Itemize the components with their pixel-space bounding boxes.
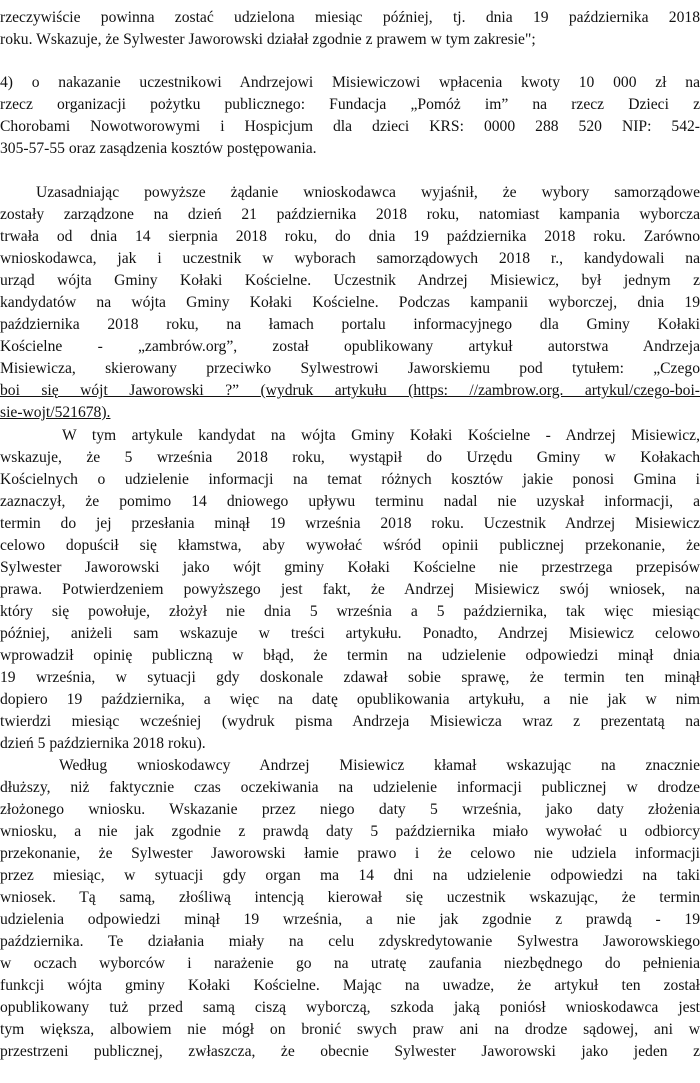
text-line: dopiero 19 października, a więc na datę opublikowania artykułu, a nie jak w nim xyxy=(0,691,700,708)
text-line: termin do jej przesłania minął 19 września 2018 roku. Uczestnik Andrzej Misiewicz xyxy=(0,515,700,532)
text-line: zostały zarządzone na dzień 21 października 2018 roku, natomiast kampania wyborcza xyxy=(0,206,700,223)
text-line: roku. Wskazuje, że Sylwester Jaworowski działał zgodnie z prawem w tym zakresie"; xyxy=(0,31,536,48)
text-line: zaznaczył, że pomimo 14 dniowego upływu terminu nadal nie uzyskał informacji, a xyxy=(0,493,700,510)
text-line: Kościelnych o udzielenie informacji na temat różnych kosztów jakie ponosi Gmina i xyxy=(0,471,700,488)
text-line: wniosku, a nie jak zgodnie z prawdą daty 5 października miało wywołać u odbiorcy xyxy=(0,823,700,840)
text-line: Sylwester Jaworowski jako wójt gminy Kołaki Kościelne nie przestrzega przepisów xyxy=(0,559,700,576)
text-line: urząd wójta Gminy Kołaki Kościelne. Uczestnik Andrzej Misiewicz, był jednym z xyxy=(0,272,700,289)
text-line: dłuższy, niż faktycznie czas oczekiwania na udzielenie informacji publicznej w drodze xyxy=(0,779,700,796)
text-line: rzecz organizacji pożytku publicznego: Fundacja „Pomóż im” na rzecz Dzieci z xyxy=(0,96,700,113)
text-line: w oczach wyborców i narażenie go na utratę zaufania niezbędnego do pełnienia xyxy=(0,955,700,972)
text-line: twierdzi miesiąc wcześniej (wydruk pisma Andrzeja Misiewicza wraz z prezentatą na xyxy=(0,713,700,730)
text-line-link: sie-wojt/521678). xyxy=(0,404,111,421)
text-line: wprowadził opinię publiczną w błąd, że termin na udzielenie odpowiedzi minął dnia xyxy=(0,647,700,664)
text-line: Chorobami Nowotworowymi i Hospicjum dla dzieci KRS: 0000 288 520 NIP: 542- xyxy=(0,118,700,135)
text-line: tym większa, albowiem nie mógł on bronić swych praw ani na drodze sądowej, ani w xyxy=(0,1021,700,1038)
text-line: trwała od dnia 14 sierpnia 2018 roku, do dnia 19 października 2018 roku. Zarówno xyxy=(0,228,700,245)
text-line: rzeczywiście powinna zostać udzielona miesiąc później, tj. dnia 19 października 2018 xyxy=(0,9,700,26)
text-line: Kościelne - „zambrów.org”, został opublikowany artykuł autorstwa Andrzeja xyxy=(0,338,700,355)
text-line: wskazuje, że 5 września 2018 roku, wystąpił do Urzędu Gminy w Kołakach xyxy=(0,449,700,466)
text-line: Uzasadniając powyższe żądanie wnioskodawca wyjaśnił, że wybory samorządowe xyxy=(36,184,700,201)
text-line: udzielenia odpowiedzi minął 19 września, a nie jak zgodnie z prawdą - 19 xyxy=(0,911,700,928)
text-line: później, aniżeli sam wskazuje w treści artykułu. Ponadto, Andrzej Misiewicz celowo xyxy=(0,625,700,642)
text-line: października 2018 roku, na łamach portalu informacyjnego dla Gminy Kołaki xyxy=(0,316,700,333)
text-line: który się powołuje, złożył nie dnia 5 września a 5 października, tak więc miesiąc xyxy=(0,603,700,620)
text-line: 305-57-55 oraz zasądzenia kosztów postępowania. xyxy=(0,140,317,157)
text-line: Według wnioskodawcy Andrzej Misiewicz kłamał wskazując na znacznie xyxy=(59,757,700,774)
text-line: funkcji wójta gminy Kołaki Kościelne. Mając na uwadze, że artykuł ten został xyxy=(0,977,700,994)
text-line: przestrzeni publicznej, zwłaszcza, że obecnie Sylwester Jaworowski jako jeden z xyxy=(0,1043,700,1060)
text-line: października. Te działania miały na celu zdyskredytowanie Sylwestra Jaworowskiego xyxy=(0,933,700,950)
text-line: 4) o nakazanie uczestnikowi Andrzejowi Misiewiczowi wpłacenia kwoty 10 000 zł na xyxy=(0,74,700,91)
text-line: 19 września, w sytuacji gdy doskonale zdawał sobie sprawę, że termin ten minął xyxy=(0,669,700,686)
text-line: dzień 5 października 2018 roku). xyxy=(0,735,206,752)
text-line: celowo dopuścił się kłamstwa, aby wywołać wśród opinii publicznej przekonanie, że xyxy=(0,537,700,554)
text-line: przekonanie, że Sylwester Jaworowski łamie prawo i że celowo nie udziela informacji xyxy=(0,845,700,862)
text-line: wnioskodawca, jak i uczestnik w wyborach samorządowych 2018 r., kandydowali na xyxy=(0,250,700,267)
text-line: kandydatów na wójta Gminy Kołaki Kościelne. Podczas kampanii wyborczej, dnia 19 xyxy=(0,294,700,311)
text-line: Misiewicza, skierowany przeciwko Sylwestrowi Jaworskiemu pod tytułem: „Czego xyxy=(0,360,700,377)
text-line: W tym artykule kandydat na wójta Gminy Kołaki Kościelne - Andrzej Misiewicz, xyxy=(62,427,700,444)
text-line-link: boi się wójt Jaworowski ?” (wydruk artykułu (https: //zambrow.org. artykul/czego-boi- xyxy=(0,382,700,399)
text-line: złożonego wniosku. Wskazanie przez niego daty 5 września, jako daty złożenia xyxy=(0,801,700,818)
text-line: przez miesiąc, w sytuacji gdy organ ma 14 dni na udzielenie odpowiedzi na taki xyxy=(0,867,700,884)
text-line: opublikowany tuż przed samą ciszą wyborczą, szkoda jaką poniósł wnioskodawca jest xyxy=(0,999,700,1016)
text-line: prawa. Potwierdzeniem powyższego jest fakt, że Andrzej Misiewicz swój wniosek, na xyxy=(0,581,700,598)
text-line: wniosek. Tą samą, złośliwą intencją kierował się uczestnik wskazując, że termin xyxy=(0,889,700,906)
